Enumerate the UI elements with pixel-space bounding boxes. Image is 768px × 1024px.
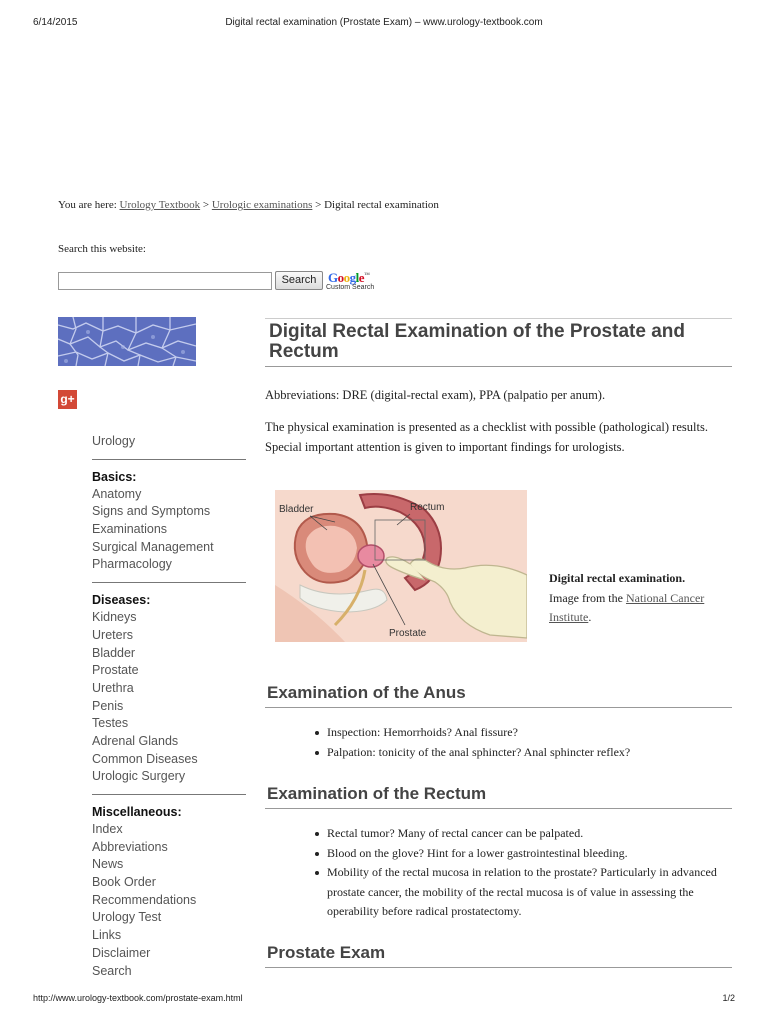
article-title: Digital Rectal Examination of the Prostate and Rectum xyxy=(265,318,732,367)
sidebar-item-recommendations[interactable]: Recommendations xyxy=(92,892,197,907)
sidebar-item-links[interactable]: Links xyxy=(92,928,122,943)
section-heading-rectum: Examination of the Rectum xyxy=(265,784,732,809)
list-item: Palpation: tonicity of the anal sphincter? Anal sphincter reflex? xyxy=(307,743,732,763)
breadcrumb-prefix: You are here: xyxy=(58,199,117,211)
sidebar-heading-basics: Basics: xyxy=(92,469,137,484)
sidebar-item-adrenal-glands[interactable]: Adrenal Glands xyxy=(92,733,179,748)
list-item: Blood on the glove? Hint for a lower gastrointestinal bleeding. xyxy=(307,844,732,864)
breadcrumb-link-examinations[interactable]: Urologic examinations xyxy=(211,199,313,211)
breadcrumb-link-home[interactable]: Urology Textbook xyxy=(119,199,201,211)
sidebar-item-anatomy[interactable]: Anatomy xyxy=(92,486,142,501)
sidebar-item-urology-test[interactable]: Urology Test xyxy=(92,910,162,925)
list-item: Rectal tumor? Many of rectal cancer can be palpated. xyxy=(307,824,732,844)
sidebar-item-ureters[interactable]: Ureters xyxy=(92,627,133,642)
figure-caption xyxy=(549,569,739,628)
section-heading-anus: Examination of the Anus xyxy=(265,683,732,708)
caption-link-nci[interactable]: National Cancer Institute xyxy=(549,590,705,624)
search-button[interactable]: Search xyxy=(275,271,323,290)
sidebar-item-bladder[interactable]: Bladder xyxy=(92,645,136,660)
sidebar-item-penis[interactable]: Penis xyxy=(92,698,124,713)
breadcrumb-separator: > xyxy=(202,199,210,211)
sidebar-item-prostate[interactable]: Prostate xyxy=(92,663,139,678)
sidebar-item-common-diseases[interactable]: Common Diseases xyxy=(92,751,198,766)
rectum-list xyxy=(265,824,732,922)
sidebar-item-search[interactable]: Search xyxy=(92,963,132,978)
list-item: Mobility of the rectal mucosa in relation to the prostate? Particularly in advanced prostate cancer, the mobility of the rectal mucosa is of value in assessing the operability before radical prostatectomy. xyxy=(307,863,732,922)
print-title: Digital rectal examination (Prostate Exam) – www.urology-textbook.com xyxy=(225,17,543,28)
sidebar-divider xyxy=(92,582,246,583)
sidebar-item-urologic-surgery[interactable]: Urologic Surgery xyxy=(92,769,186,784)
google-logo: Google™ xyxy=(328,270,370,285)
abbreviations-paragraph: Abbreviations: DRE (digital-rectal exam), PPA (palpatio per anum). xyxy=(265,388,606,402)
sidebar-item-disclaimer[interactable]: Disclaimer xyxy=(92,945,151,960)
breadcrumb-current: Digital rectal examination xyxy=(324,199,439,211)
google-plus-icon[interactable]: g+ xyxy=(58,390,77,409)
print-url: http://www.urology-textbook.com/prostate-exam.html xyxy=(33,993,243,1003)
print-date: 6/14/2015 xyxy=(33,17,78,28)
search-label: Search this website: xyxy=(58,243,146,255)
anus-list xyxy=(265,723,732,762)
sidebar-item-surgical-management[interactable]: Surgical Management xyxy=(92,539,214,554)
header-banner-image xyxy=(58,317,196,366)
sidebar-item-pharmacology[interactable]: Pharmacology xyxy=(92,557,172,572)
sidebar-item-urethra[interactable]: Urethra xyxy=(92,680,134,695)
sidebar-item-kidneys[interactable]: Kidneys xyxy=(92,610,137,625)
sidebar-item-urology[interactable]: Urology xyxy=(92,434,136,448)
figure-label-bladder: Bladder xyxy=(279,504,314,515)
sidebar-item-abbreviations[interactable]: Abbreviations xyxy=(92,839,168,854)
sidebar-item-examinations[interactable]: Examinations xyxy=(92,522,168,537)
sidebar-heading-miscellaneous: Miscellaneous: xyxy=(92,805,182,819)
sidebar-nav xyxy=(92,433,246,980)
sidebar-divider xyxy=(92,459,246,460)
caption-prefix: Image from the xyxy=(549,590,623,605)
sidebar-heading-diseases: Diseases: xyxy=(92,593,151,608)
caption-title: Digital rectal examination. xyxy=(549,571,686,585)
search-input[interactable] xyxy=(58,272,272,290)
figure-label-prostate: Prostate xyxy=(389,628,427,639)
breadcrumb-separator: > xyxy=(315,199,322,211)
sidebar-item-signs-symptoms[interactable]: Signs and Symptoms xyxy=(92,504,211,519)
caption-suffix: . xyxy=(588,610,592,624)
sidebar-item-book-order[interactable]: Book Order xyxy=(92,875,156,890)
print-page-number: 1/2 xyxy=(722,993,735,1003)
sidebar-item-testes[interactable]: Testes xyxy=(92,716,129,731)
section-heading-prostate: Prostate Exam xyxy=(265,943,732,968)
intro-paragraph: The physical examination is presented as a checklist with possible (pathological) results. Special important attention is given to important findings for urologists. xyxy=(265,420,708,454)
sidebar-item-news[interactable]: News xyxy=(92,857,124,872)
breadcrumb xyxy=(58,199,439,211)
google-custom-search-label: Custom Search xyxy=(326,284,375,291)
sidebar-divider xyxy=(92,794,246,795)
dre-illustration xyxy=(275,490,527,642)
list-item: Inspection: Hemorrhoids? Anal fissure? xyxy=(307,723,732,743)
sidebar-item-index[interactable]: Index xyxy=(92,822,123,836)
figure-label-rectum: Rectum xyxy=(410,502,445,513)
